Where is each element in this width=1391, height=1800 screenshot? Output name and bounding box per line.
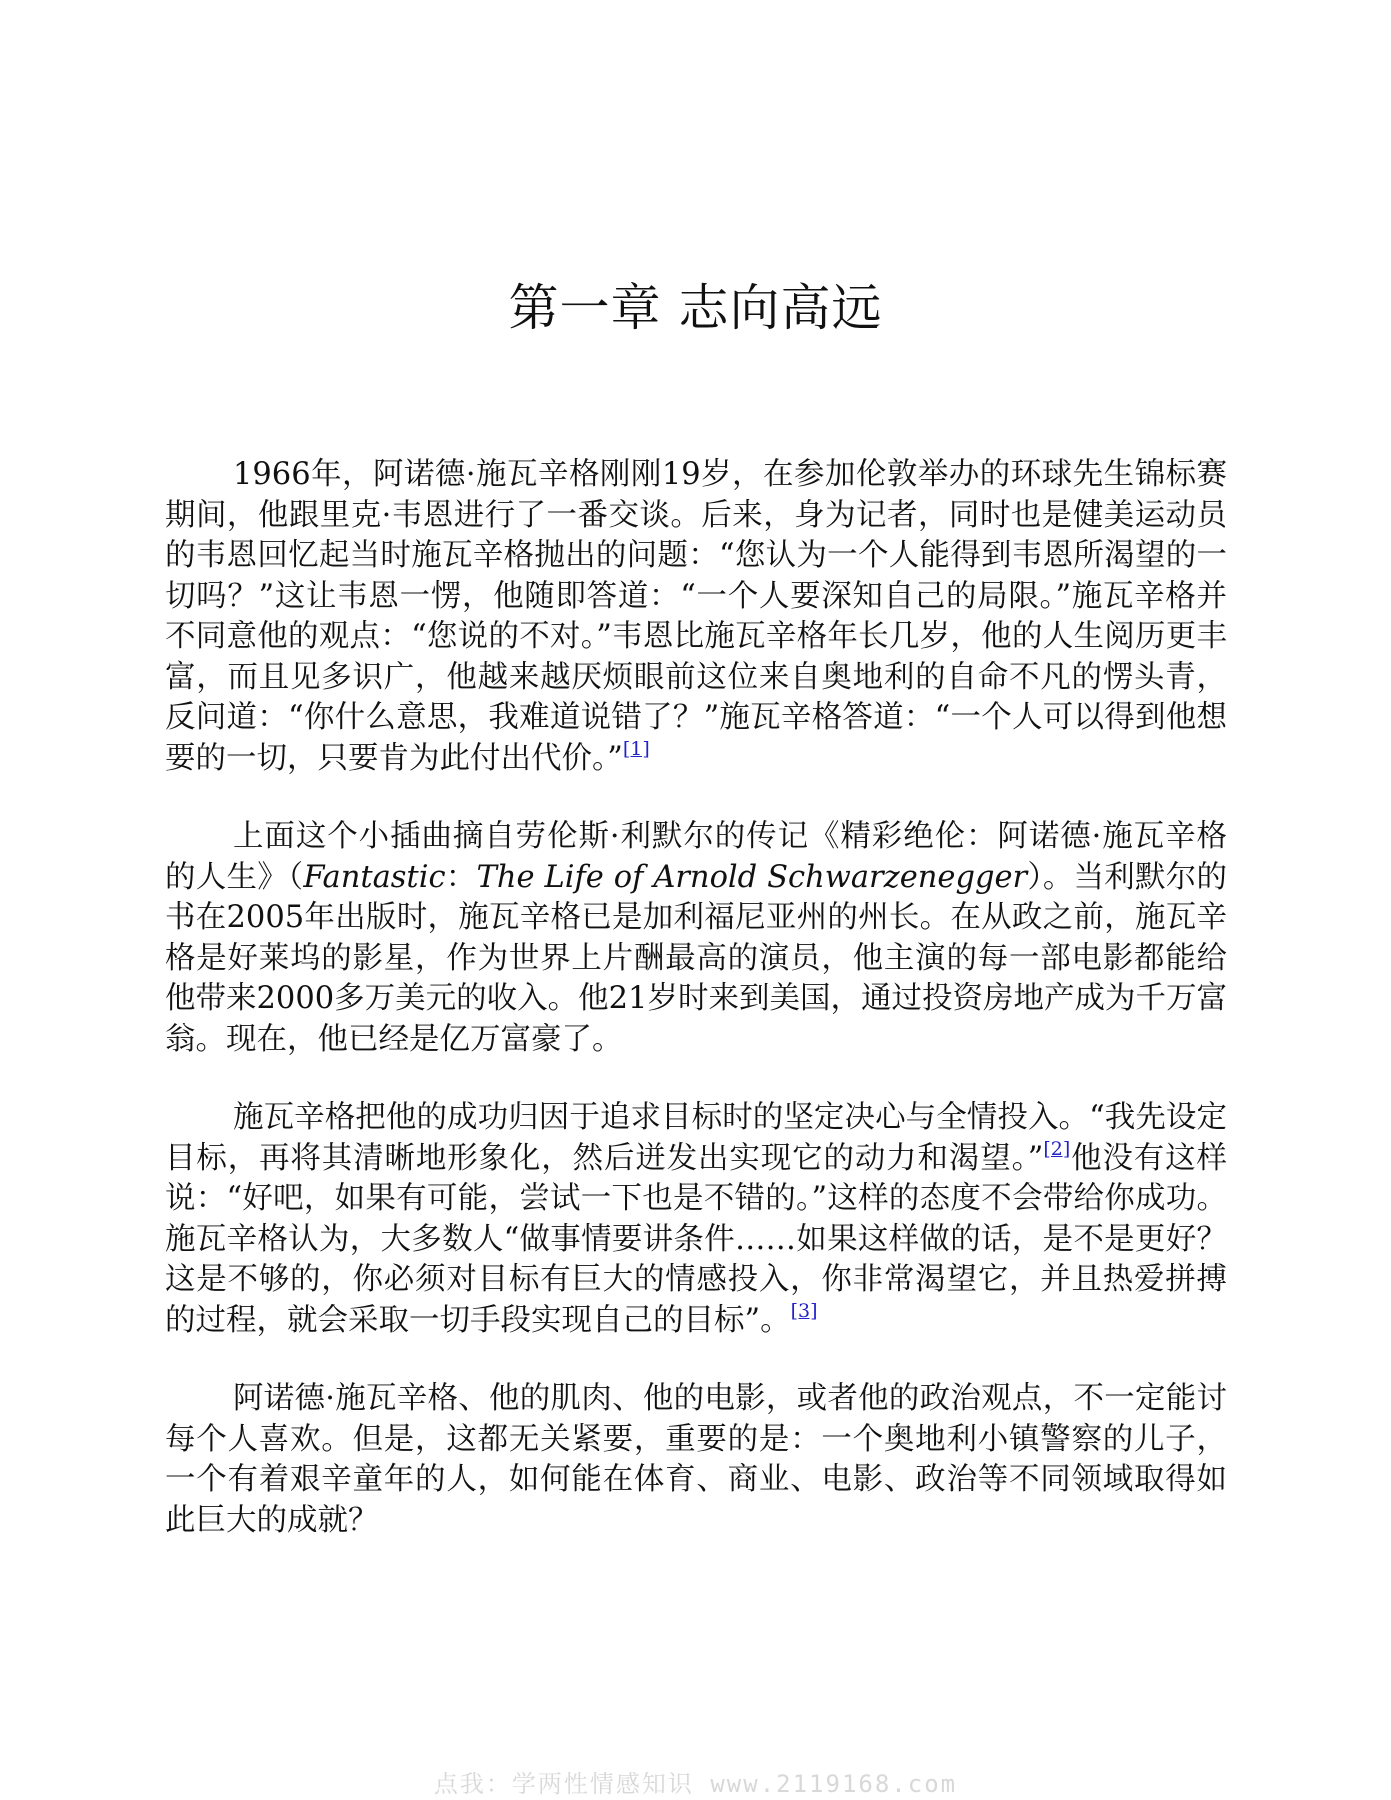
paragraph-1: [165, 455, 1227, 779]
book-title-colon: ：: [445, 859, 477, 895]
paragraph-4-text: 阿诺德·施瓦辛格、他的肌肉、他的电影，或者他的政治观点，不一定能讨每个人喜欢。但是，这都无关紧要，重要的是：一个奥地利小镇警察的儿子，一个有着艰辛童年的人，如何能在体育、商业、电影、政治等不同领域取得如此巨大的成就？: [165, 1381, 1227, 1538]
body-text: [165, 455, 1227, 1579]
footnote-link-2[interactable]: [2]: [1043, 1137, 1071, 1160]
paragraph-2-text-before: 上面这个小插曲摘自劳伦斯·利默尔的传记《精彩绝伦：阿诺德·施瓦辛格的人生》（: [165, 819, 1227, 895]
paragraph-3-text-middle: 他没有这样说：“好吧，如果有可能，尝试一下也是不错的。”这样的态度不会带给你成功。施瓦辛格认为，大多数人“做事情要讲条件……如果这样做的话，是不是更好？这是不够的，你必须对目标有巨大的情感投入，你非常渴望它，并且热爱拼搏的过程，就会采取一切手段实现自己的目标”。: [165, 1140, 1228, 1338]
footnote-link-3[interactable]: [3]: [790, 1299, 818, 1322]
paragraph-2: [165, 817, 1227, 1060]
book-title-italic-2: The Life of Arnold Schwarzenegger: [476, 859, 1028, 895]
chapter-title: 第一章 志向高远: [508, 279, 883, 337]
footer-watermark: 点我：学两性情感知识 www.2119168.com: [433, 1770, 958, 1798]
paragraph-2-text-after: ）。当利默尔的书在2005年出版时，施瓦辛格已是加利福尼亚州的州长。在从政之前，施瓦辛格是好莱坞的影星，作为世界上片酬最高的演员，他主演的每一部电影都能给他带来2000多万美元的收入。他21岁时来到美国，通过投资房地产成为千万富翁。现在，他已经是亿万富豪了。: [165, 859, 1228, 1057]
footnote-link-1[interactable]: [1]: [622, 737, 650, 760]
paragraph-3: [165, 1098, 1227, 1341]
paragraph-3-text-before: 施瓦辛格把他的成功归因于追求目标时的坚定决心与全情投入。“我先设定目标，再将其清晰地形象化，然后迸发出实现它的动力和渴望。”: [165, 1100, 1227, 1176]
paragraph-4: [165, 1379, 1227, 1541]
book-title-italic-1: Fantastic: [303, 859, 446, 895]
paragraph-1-text: 1966年，阿诺德·施瓦辛格刚刚19岁，在参加伦敦举办的环球先生锦标赛期间，他跟里克·韦恩进行了一番交谈。后来，身为记者，同时也是健美运动员的韦恩回忆起当时施瓦辛格抛出的问题：“您认为一个人能得到韦恩所渴望的一切吗？”这让韦恩一愣，他随即答道：“一个人要深知自己的局限。”施瓦辛格并不同意他的观点：“您说的不对。”韦恩比施瓦辛格年长几岁，他的人生阅历更丰富，而且见多识广，他越来越厌烦眼前这位来自奥地利的自命不凡的愣头青，反问道：“你什么意思，我难道说错了？”施瓦辛格答道：“一个人可以得到他想要的一切，只要肯为此付出代价。”: [165, 457, 1227, 776]
